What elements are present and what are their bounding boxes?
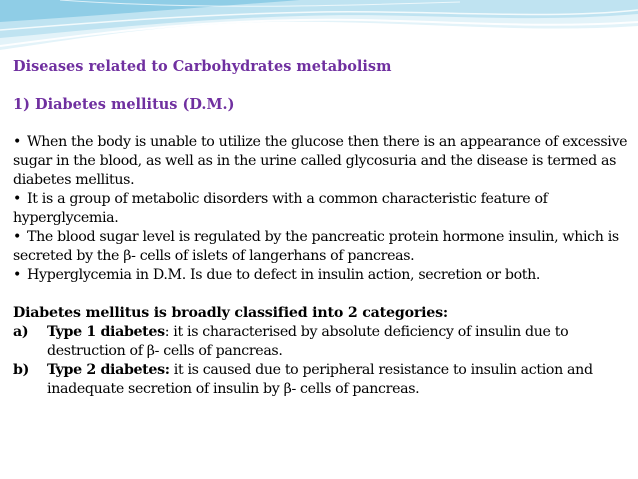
bullet-list	[13, 133, 631, 285]
classification-heading: Diabetes mellitus is broadly classified into 2 categories:	[13, 305, 448, 321]
bullet-mark: •	[13, 229, 22, 245]
slide-title: Diseases related to Carbohydrates metabolism	[13, 58, 392, 75]
bullet-item	[13, 190, 631, 228]
slide-subtitle: 1) Diabetes mellitus (D.M.)	[13, 96, 235, 113]
bullet-item	[13, 133, 631, 190]
type-item	[13, 323, 631, 361]
slide-content	[13, 57, 631, 399]
type-term: Type 1 diabetes	[47, 324, 165, 340]
bullet-item	[13, 266, 631, 285]
bullet-text: It is a group of metabolic disorders with a common characteristic feature of hyperglycemia.	[13, 191, 548, 226]
header-wave-decoration	[0, 0, 638, 62]
bullet-item	[13, 228, 631, 266]
spacer	[13, 285, 631, 304]
bullet-mark: •	[13, 267, 22, 283]
type-marker: b)	[13, 362, 29, 378]
type-description: it is caused due to peripheral resistance to insulin action and inadequate secretion of insulin by β- cells of pancreas.	[47, 362, 593, 397]
bullet-mark: •	[13, 134, 22, 150]
type-item	[13, 361, 631, 399]
type-marker: a)	[13, 324, 29, 340]
bullet-text: The blood sugar level is regulated by the pancreatic protein hormone insulin, which is secreted by the β- cells of islets of langerhans of pancreas.	[13, 229, 619, 264]
bullet-text: Hyperglycemia in D.M. Is due to defect in insulin action, secretion or both.	[27, 267, 541, 283]
type-term: Type 2 diabetes:	[47, 362, 170, 378]
type-description: : it is characterised by absolute deficiency of insulin due to destruction of β- cells of pancreas.	[47, 324, 569, 359]
type-list	[13, 323, 631, 399]
bullet-text: When the body is unable to utilize the glucose then there is an appearance of excessive sugar in the blood, as well as in the urine called glycosuria and the disease is termed as diabetes mellitus.	[13, 134, 628, 188]
bullet-mark: •	[13, 191, 22, 207]
